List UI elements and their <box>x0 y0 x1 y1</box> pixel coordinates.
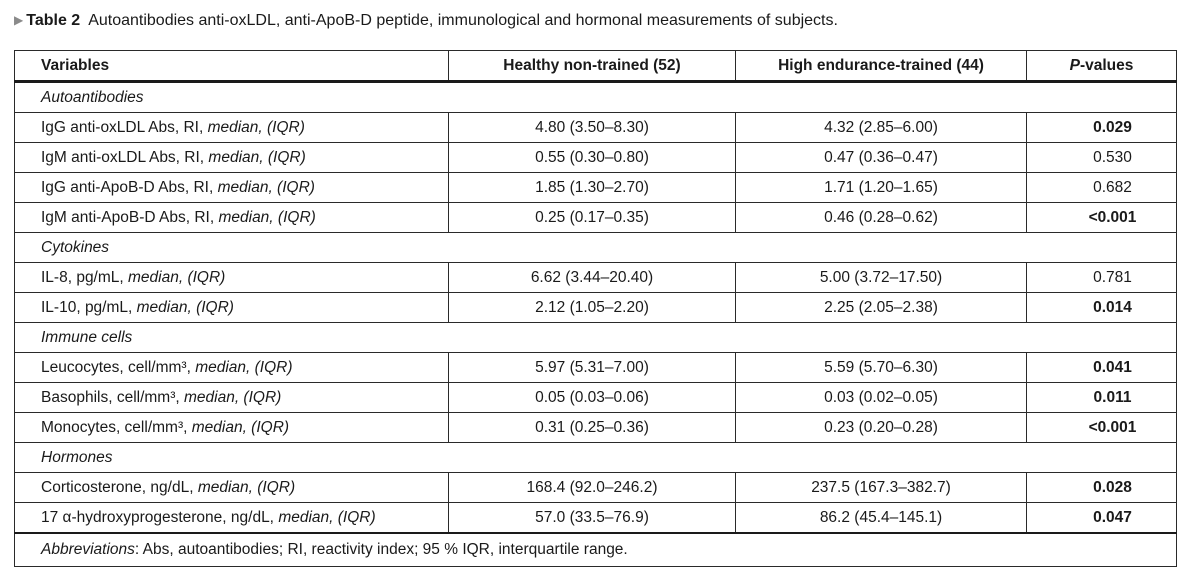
table-row <box>15 143 1177 173</box>
table-row <box>15 293 1177 323</box>
table-row <box>15 473 1177 503</box>
variable-name: IL-10, pg/mL, <box>41 298 137 316</box>
high-endurance-trained-value: 0.03 (0.02–0.05) <box>736 383 1027 413</box>
variable-statistic: median, (IQR) <box>195 358 293 376</box>
variable-name: Corticosterone, ng/dL, <box>41 478 198 496</box>
table-row <box>15 353 1177 383</box>
section-title: Immune cells <box>15 323 1177 353</box>
table-footnote-row <box>15 533 1177 567</box>
variable-name: 17 α-hydroxyprogesterone, ng/dL, <box>41 508 279 526</box>
variable-cell <box>15 113 449 143</box>
healthy-non-trained-value: 0.31 (0.25–0.36) <box>449 413 736 443</box>
p-value: 0.028 <box>1027 473 1177 503</box>
section-row <box>15 443 1177 473</box>
table-label: Table 2 <box>26 12 81 29</box>
table-footnote <box>15 533 1177 567</box>
healthy-non-trained-value: 57.0 (33.5–76.9) <box>449 503 736 534</box>
variable-cell <box>15 353 449 383</box>
healthy-non-trained-value: 168.4 (92.0–246.2) <box>449 473 736 503</box>
high-endurance-trained-value: 1.71 (1.20–1.65) <box>736 173 1027 203</box>
variable-cell <box>15 173 449 203</box>
footnote-text: : Abs, autoantibodies; RI, reactivity index; 95 % IQR, interquartile range. <box>134 541 628 558</box>
variable-cell <box>15 143 449 173</box>
table-row <box>15 503 1177 534</box>
variable-statistic: median, (IQR) <box>197 478 296 496</box>
p-value: <0.001 <box>1027 203 1177 233</box>
section-row <box>15 233 1177 263</box>
healthy-non-trained-value: 0.05 (0.03–0.06) <box>449 383 736 413</box>
high-endurance-trained-value: 4.32 (2.85–6.00) <box>736 113 1027 143</box>
table-row <box>15 173 1177 203</box>
header-p-values: P-values <box>1027 51 1177 82</box>
header-high-endurance-trained: High endurance-trained (44) <box>736 51 1027 82</box>
variable-name: IgG anti-ApoB-D Abs, RI, <box>41 178 218 196</box>
variable-statistic: median, (IQR) <box>217 178 315 196</box>
table-row <box>15 203 1177 233</box>
high-endurance-trained-value: 0.47 (0.36–0.47) <box>736 143 1027 173</box>
variable-statistic: median, (IQR) <box>218 208 316 226</box>
variable-cell <box>15 413 449 443</box>
high-endurance-trained-value: 5.59 (5.70–6.30) <box>736 353 1027 383</box>
section-title: Autoantibodies <box>15 82 1177 113</box>
section-row <box>15 323 1177 353</box>
healthy-non-trained-value: 0.55 (0.30–0.80) <box>449 143 736 173</box>
p-value: 0.781 <box>1027 263 1177 293</box>
header-variables: Variables <box>15 51 449 82</box>
table-title: Autoantibodies anti-oxLDL, anti-ApoB-D peptide, immunological and hormonal measurements of subjects. <box>88 12 838 29</box>
p-value: <0.001 <box>1027 413 1177 443</box>
high-endurance-trained-value: 5.00 (3.72–17.50) <box>736 263 1027 293</box>
healthy-non-trained-value: 4.80 (3.50–8.30) <box>449 113 736 143</box>
healthy-non-trained-value: 5.97 (5.31–7.00) <box>449 353 736 383</box>
healthy-non-trained-value: 6.62 (3.44–20.40) <box>449 263 736 293</box>
p-value: 0.014 <box>1027 293 1177 323</box>
variable-statistic: median, (IQR) <box>128 268 226 286</box>
variable-statistic: median, (IQR) <box>208 148 306 166</box>
high-endurance-trained-value: 237.5 (167.3–382.7) <box>736 473 1027 503</box>
variable-cell <box>15 263 449 293</box>
variable-statistic: median, (IQR) <box>207 118 305 136</box>
high-endurance-trained-value: 2.25 (2.05–2.38) <box>736 293 1027 323</box>
table-row <box>15 263 1177 293</box>
section-title: Hormones <box>15 443 1177 473</box>
high-endurance-trained-value: 0.46 (0.28–0.62) <box>736 203 1027 233</box>
data-table <box>14 50 1177 567</box>
variable-name: Basophils, cell/mm³, <box>41 388 184 406</box>
healthy-non-trained-value: 1.85 (1.30–2.70) <box>449 173 736 203</box>
variable-name: IgG anti-oxLDL Abs, RI, <box>41 118 208 136</box>
healthy-non-trained-value: 0.25 (0.17–0.35) <box>449 203 736 233</box>
variable-cell <box>15 383 449 413</box>
caption-marker-icon: ▶ <box>14 13 24 27</box>
healthy-non-trained-value: 2.12 (1.05–2.20) <box>449 293 736 323</box>
p-value: 0.011 <box>1027 383 1177 413</box>
table-row <box>15 413 1177 443</box>
p-value: 0.029 <box>1027 113 1177 143</box>
section-title: Cytokines <box>15 233 1177 263</box>
variable-name: Monocytes, cell/mm³, <box>41 418 192 436</box>
variable-statistic: median, (IQR) <box>136 298 234 316</box>
variable-cell <box>15 473 449 503</box>
variable-name: IL-8, pg/mL, <box>41 268 129 286</box>
section-row <box>15 82 1177 113</box>
p-value: 0.047 <box>1027 503 1177 534</box>
variable-name: IgM anti-oxLDL Abs, RI, <box>41 148 209 166</box>
variable-cell <box>15 503 449 534</box>
variable-statistic: median, (IQR) <box>278 508 376 526</box>
variable-name: IgM anti-ApoB-D Abs, RI, <box>41 208 219 226</box>
table-row <box>15 113 1177 143</box>
variable-statistic: median, (IQR) <box>183 388 282 406</box>
variable-statistic: median, (IQR) <box>191 418 290 436</box>
p-value: 0.041 <box>1027 353 1177 383</box>
variable-cell <box>15 203 449 233</box>
p-value: 0.682 <box>1027 173 1177 203</box>
variable-cell <box>15 293 449 323</box>
footnote-label: Abbreviations <box>41 541 135 558</box>
table-header-row <box>15 51 1177 82</box>
table-row <box>15 383 1177 413</box>
table-caption <box>14 10 838 31</box>
header-healthy-non-trained: Healthy non-trained (52) <box>449 51 736 82</box>
variable-name: Leucocytes, cell/mm³, <box>41 358 196 376</box>
high-endurance-trained-value: 0.23 (0.20–0.28) <box>736 413 1027 443</box>
high-endurance-trained-value: 86.2 (45.4–145.1) <box>736 503 1027 534</box>
p-value: 0.530 <box>1027 143 1177 173</box>
